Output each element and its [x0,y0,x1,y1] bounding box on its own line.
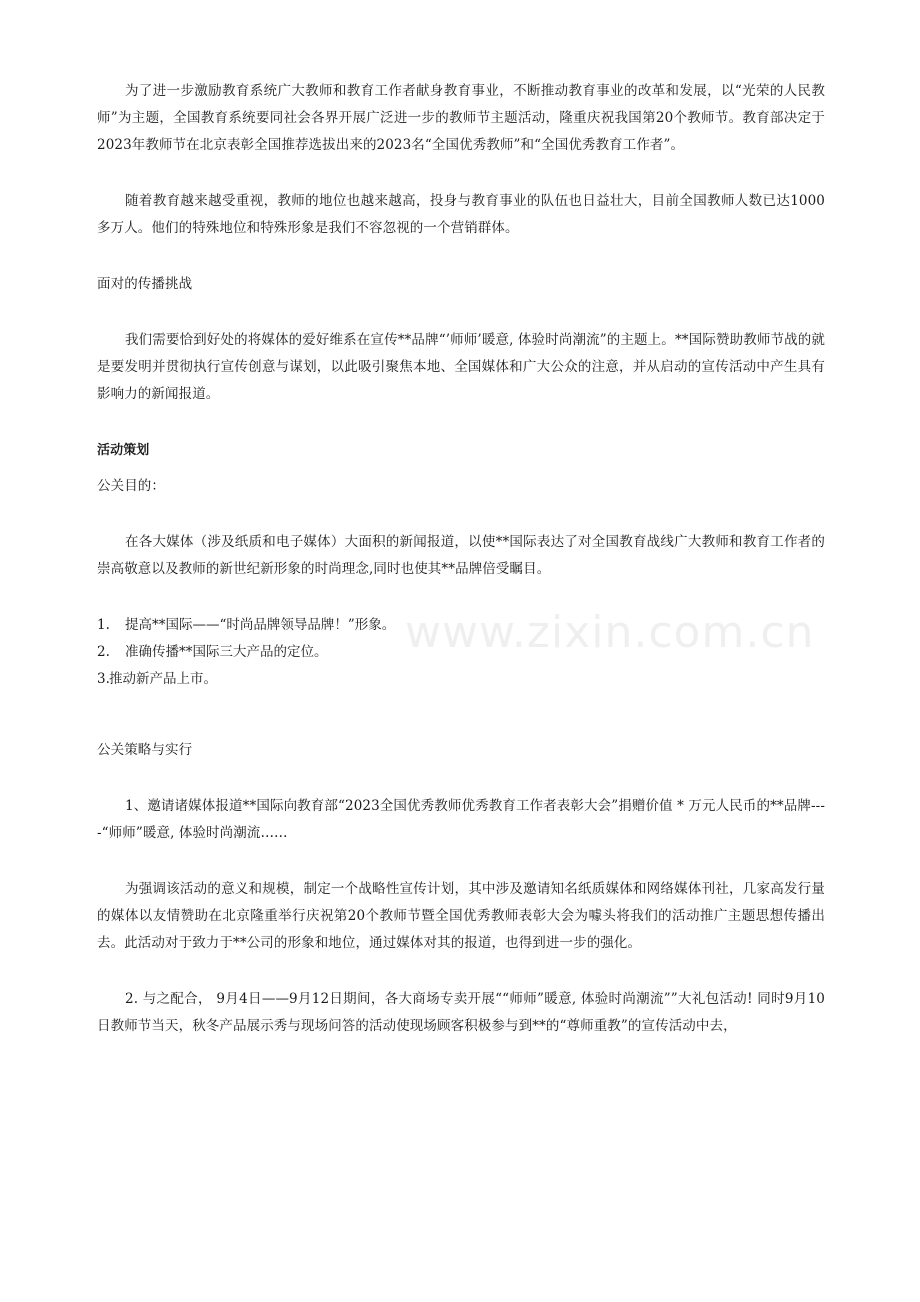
list-item [97,639,825,666]
strategy-paragraph-2: 为强调该活动的意义和规模，制定一个战略性宣传计划，其中涉及邀请知名纸质媒体和网络媒体刊社，几家高发行量的媒体以友情赞助在北京隆重举行庆祝第20个教师节暨全国优秀教师表彰大会为噱头将我们的活动推广主题思想传播出去。此活动对于致力于**公司的形象和地位，通过媒体对其的报道，也得到进一步的强化。 [97,881,825,951]
pr-goal-paragraph: 在各大媒体（涉及纸质和电子媒体）大面积的新闻报道，以使**国际表达了对全国教育战线广大教师和教育工作者的崇高敬意以及教师的新世纪新形象的时尚理念,同时也使其**品牌倍受瞩目。 [97,534,825,577]
section-heading-plan: 活动策划 [97,443,150,458]
list-item [97,612,825,639]
goal-list [97,612,825,693]
pr-goal-label: 公关目的： [97,478,165,494]
teacher-status-paragraph: 随着教育越来越受重视，教师的地位也越来越高，投身与教育事业的队伍也日益壮大，目前全国教师人数已达1000多万人。他们的特殊地位和特殊形象是我们不容忽视的一个营销群体。 [97,193,825,236]
list-number: 1. [97,617,110,633]
strategy-paragraph-3: 2. 与之配合， 9月4日——9月12日期间，各大商场专卖开展““师师”暖意, 体验时尚潮流””大礼包活动! 同时9月10日教师节当天，秋冬产品展示秀与现场问答的活动使现场顾客积极参与到**的“尊师重教”的宣传活动中去， [97,991,825,1034]
document-body [97,78,825,1040]
list-text: 提高**国际——“时尚品牌领导品牌！”形象。 [125,617,396,633]
list-text: 推动新产品上市。 [109,671,217,687]
list-number: 2. [97,644,110,660]
intro-paragraph: 为了进一步激励教育系统广大教师和教育工作者献身教育事业，不断推动教育事业的改革和发展，以“光荣的人民教师”为主题，全国教育系统要同社会各界开展广泛进一步的教师节主题活动，隆重庆祝我国第20个教师节。教育部决定于2023年教师节在北京表彰全国推荐选拔出来的2023名“全国优秀教师”和“全国优秀教育工作者”。 [97,83,825,153]
watermark: www.zixin.com.cn [405,607,815,658]
list-number: 3. [97,671,110,687]
section-heading-challenge: 面对的传播挑战 [97,276,193,292]
strategy-paragraph-1: 1、邀请诸媒体报道**国际向教育部“2023全国优秀教师优秀教育工作者表彰大会”捐赠价值 * 万元人民币的**品牌----“师师”暖意, 体验时尚潮流…… [97,798,825,841]
list-text: 准确传播**国际三大产品的定位。 [125,644,328,660]
list-item [97,666,825,693]
challenge-paragraph: 我们需要恰到好处的将媒体的爱好维系在宣传**品牌“’师师’暖意, 体验时尚潮流”的主题上。**国际赞助教师节战的就是要发明并贯彻执行宣传创意与谋划，以此吸引聚焦本地、全国媒体和广大公众的注意，并从启动的宣传活动中产生具有影响力的新闻报道。 [97,332,825,402]
section-heading-strategy: 公关策略与实行 [97,742,193,758]
